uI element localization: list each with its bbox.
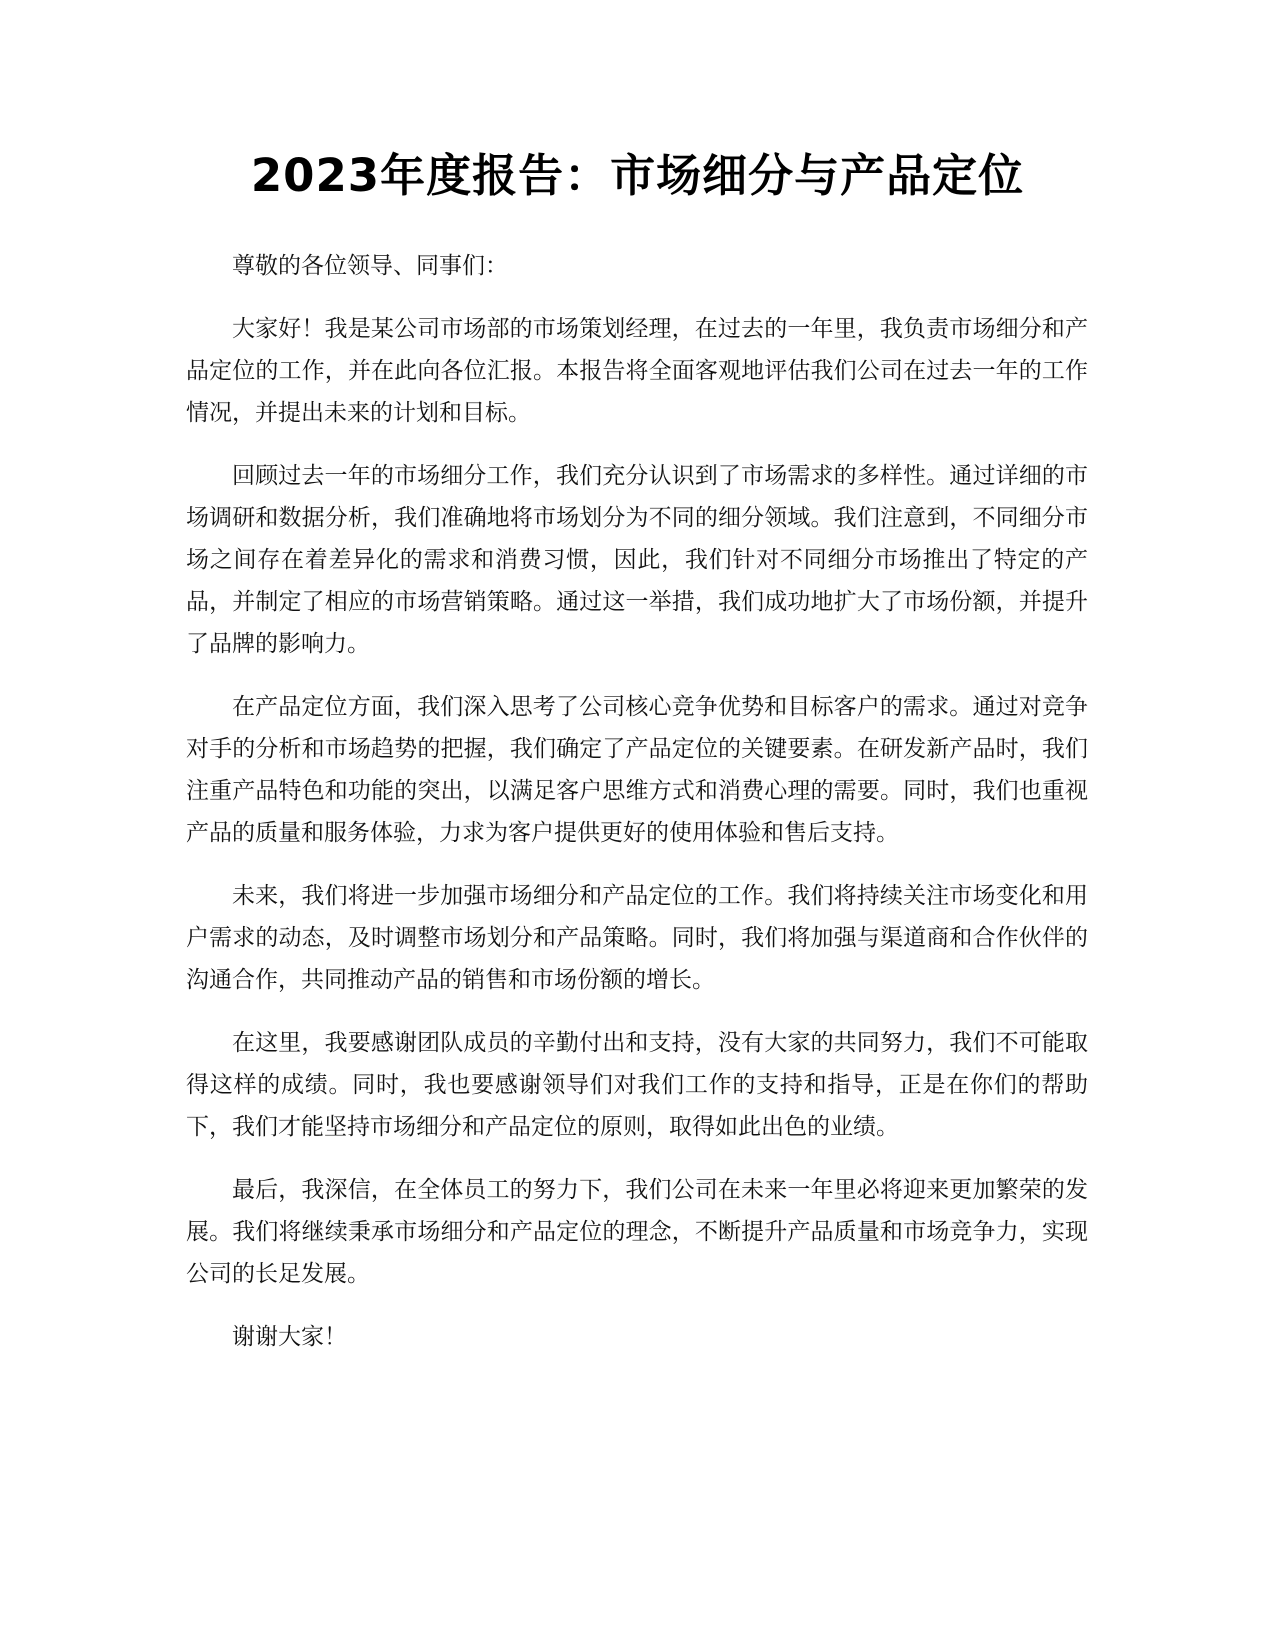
acknowledgement-paragraph: 在这里，我要感谢团队成员的辛勤付出和支持，没有大家的共同努力，我们不可能取得这样的成绩。同时，我也要感谢领导们对我们工作的支持和指导，正是在你们的帮助下，我们才能坚持市场细分和产品定位的原则，取得如此出色的业绩。 <box>186 1030 1088 1140</box>
salutation-paragraph: 尊敬的各位领导、同事们： <box>232 253 508 279</box>
product-positioning-paragraph: 在产品定位方面，我们深入思考了公司核心竞争优势和目标客户的需求。通过对竞争对手的分析和市场趋势的把握，我们确定了产品定位的关键要素。在研发新产品时，我们注重产品特色和功能的突出，以满足客户思维方式和消费心理的需要。同时，我们也重视产品的质量和服务体验，力求为客户提供更好的使用体验和售后支持。 <box>186 694 1088 846</box>
intro-paragraph: 大家好！我是某公司市场部的市场策划经理，在过去的一年里，我负责市场细分和产品定位的工作，并在此向各位汇报。本报告将全面客观地评估我们公司在过去一年的工作情况，并提出未来的计划和目标。 <box>186 316 1088 426</box>
conclusion-paragraph: 最后，我深信，在全体员工的努力下，我们公司在未来一年里必将迎来更加繁荣的发展。我们将继续秉承市场细分和产品定位的理念，不断提升产品质量和市场竞争力，实现公司的长足发展。 <box>186 1177 1088 1287</box>
future-plan-paragraph: 未来，我们将进一步加强市场细分和产品定位的工作。我们将持续关注市场变化和用户需求的动态，及时调整市场划分和产品策略。同时，我们将加强与渠道商和合作伙伴的沟通合作，共同推动产品的销售和市场份额的增长。 <box>186 883 1088 993</box>
market-segmentation-paragraph: 回顾过去一年的市场细分工作，我们充分认识到了市场需求的多样性。通过详细的市场调研和数据分析，我们准确地将市场划分为不同的细分领域。我们注意到，不同细分市场之间存在着差异化的需求和消费习惯，因此，我们针对不同细分市场推出了特定的产品，并制定了相应的市场营销策略。通过这一举措，我们成功地扩大了市场份额，并提升了品牌的影响力。 <box>186 463 1088 657</box>
closing-paragraph: 谢谢大家！ <box>232 1324 347 1350</box>
document-title: 2023年度报告：市场细分与产品定位 <box>250 149 1025 202</box>
document-body <box>186 245 1088 1379</box>
